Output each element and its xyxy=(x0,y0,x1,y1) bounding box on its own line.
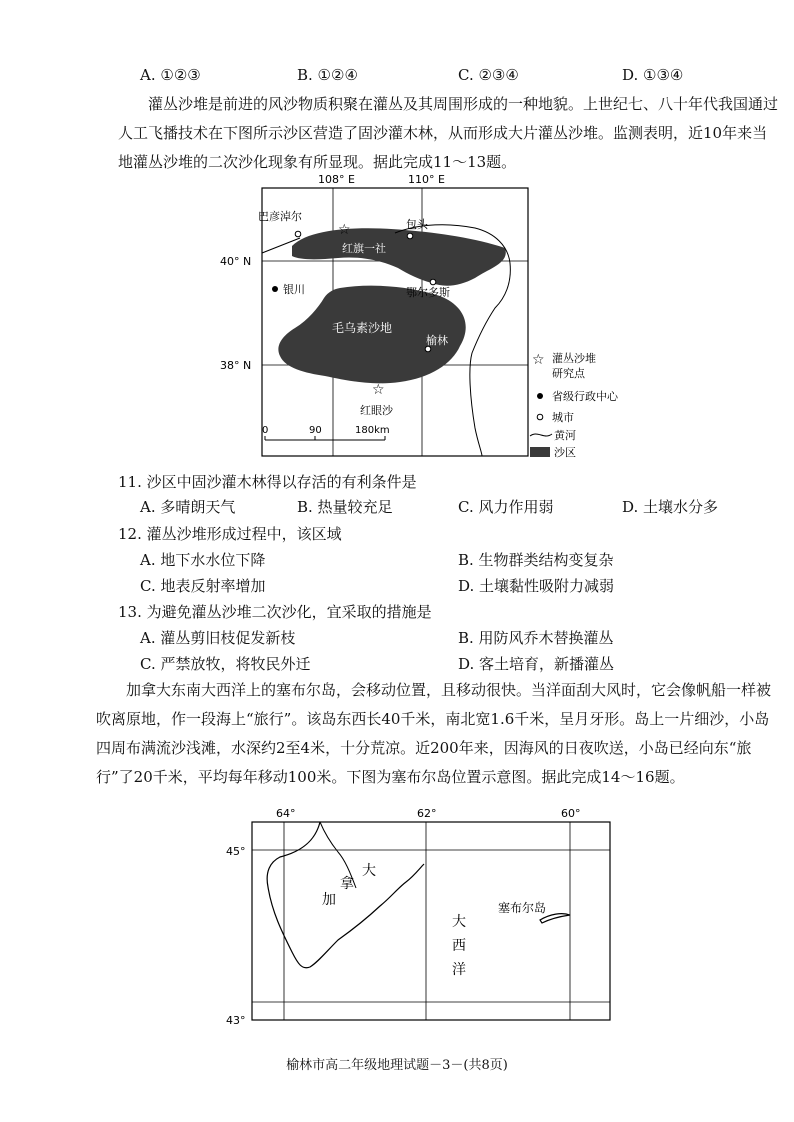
map-sable-island xyxy=(220,802,620,1034)
q11-option-b: B. 热量较充足 xyxy=(297,498,393,516)
city-yulin: 榆林 xyxy=(426,334,448,347)
q13-option-d: D. 客土培育，新播灌丛 xyxy=(458,655,615,673)
city-baotou: 包头 xyxy=(406,218,428,231)
intro-text-2: 加拿大东南大西洋上的塞布尔岛，会移动位置，且移动很快。当洋面刮大风时，它会像帆船一样被吹离原地，作一段海上“旅行”。该岛东西长40千米，南北宽1.6千米，呈月牙形。岛上一片细沙，小岛四周布满流沙浅滩，水深约2至4米，十分荒凉。近200年来，因海风的日夜吹送，小岛已经向东“旅行”了20千米，平均每年移动100米。下图为塞布尔岛位置示意图。据此完成14～16题。 xyxy=(96,681,772,786)
city-yinchuan: 银川 xyxy=(283,283,305,296)
legend-river-icon xyxy=(530,434,552,436)
intro-paragraph-2 xyxy=(96,676,776,792)
legend-capital-icon xyxy=(537,393,543,399)
option-d: D. ①③④ xyxy=(622,66,684,84)
page-footer: 榆林市高二年级地理试题－3－(共8页) xyxy=(286,1058,508,1073)
ocean-char-2: 西 xyxy=(452,938,466,954)
scale-0: 0 xyxy=(262,425,269,436)
option-a: A. ①②③ xyxy=(140,66,201,84)
lon-108: 108° E xyxy=(318,173,355,186)
legend-star-icon: ☆ xyxy=(532,352,545,368)
legend-capital: 省级行政中心 xyxy=(552,390,618,403)
q11-stem: 11. 沙区中固沙灌木林得以存活的有利条件是 xyxy=(118,473,417,491)
star-icon-2: ☆ xyxy=(372,382,385,398)
q13-option-b: B. 用防风乔木替换灌丛 xyxy=(458,629,614,647)
q12-option-b: B. 生物群类结构变复杂 xyxy=(458,551,614,569)
q12-option-c: C. 地表反射率增加 xyxy=(140,577,266,595)
scale-180: 180km xyxy=(355,425,390,436)
q12-stem: 12. 灌丛沙堆形成过程中，该区域 xyxy=(118,525,342,543)
lon-60: 60° xyxy=(561,807,581,820)
intro-text-1: 灌丛沙堆是前进的风沙物质积聚在灌丛及其周围形成的一种地貌。上世纪七、八十年代我国通过人工飞播技术在下图所示沙区营造了固沙灌木林，从而形成大片灌丛沙堆。监测表明，近10年来当地灌丛沙堆的二次沙化现象有所显现。据此完成11～13题。 xyxy=(118,95,779,171)
q11-option-a: A. 多晴朗天气 xyxy=(140,498,236,516)
lon-110: 110° E xyxy=(408,173,445,186)
canada-char-2: 拿 xyxy=(340,876,354,892)
q11-option-c: C. 风力作用弱 xyxy=(458,498,554,516)
capital-yinchuan-icon xyxy=(272,286,278,292)
legend-star-2: 研究点 xyxy=(552,367,585,380)
city-bayannaoer: 巴彦淖尔 xyxy=(258,210,302,223)
label-mu-us: 毛乌素沙地 xyxy=(332,321,393,335)
q13-option-a: A. 灌丛剪旧枝促发新枝 xyxy=(140,629,296,647)
scale-90: 90 xyxy=(309,425,322,436)
lat-43: 43° xyxy=(226,1014,246,1027)
lon-64: 64° xyxy=(276,807,296,820)
site-hongyansha: 红眼沙 xyxy=(360,404,393,417)
q12-option-a: A. 地下水水位下降 xyxy=(140,551,266,569)
city-bayannaoer-icon xyxy=(295,231,301,237)
ocean-char-3: 洋 xyxy=(452,962,466,978)
legend-star-1: 灌丛沙堆 xyxy=(552,352,596,365)
lat-40: 40° N xyxy=(220,255,252,268)
map2-frame xyxy=(252,822,610,1020)
q12-option-d: D. 土壤黏性吸附力减弱 xyxy=(458,577,615,595)
legend-sand: 沙区 xyxy=(554,446,576,459)
city-ordos: 鄂尔多斯 xyxy=(406,286,450,299)
q13-option-c: C. 严禁放牧，将牧民外迁 xyxy=(140,655,311,673)
lat-38: 38° N xyxy=(220,359,252,372)
label-sable-island: 塞布尔岛 xyxy=(498,901,547,915)
intro-paragraph-1 xyxy=(118,90,778,177)
option-b: B. ①②④ xyxy=(297,66,358,84)
lon-62: 62° xyxy=(417,807,437,820)
legend-city-icon xyxy=(537,414,543,420)
ocean-char-1: 大 xyxy=(452,914,466,930)
city-baotou-icon xyxy=(407,233,413,239)
legend-city: 城市 xyxy=(552,411,574,424)
city-yulin-icon xyxy=(425,346,431,352)
site-hongqiyishe: 红旗一社 xyxy=(342,242,386,255)
q11-option-d: D. 土壤水分多 xyxy=(622,498,719,516)
canada-char-1: 加 xyxy=(322,892,336,908)
lat-45: 45° xyxy=(226,845,246,858)
legend-sand-icon xyxy=(530,447,550,457)
q13-stem: 13. 为避免灌丛沙堆二次沙化，宜采取的措施是 xyxy=(118,603,432,621)
star-icon: ☆ xyxy=(338,222,351,238)
option-c: C. ②③④ xyxy=(458,66,519,84)
canada-char-3: 大 xyxy=(362,863,376,879)
legend-river: 黄河 xyxy=(554,429,576,442)
map-mu-us-sandland xyxy=(220,168,670,460)
city-ordos-icon xyxy=(430,279,436,285)
